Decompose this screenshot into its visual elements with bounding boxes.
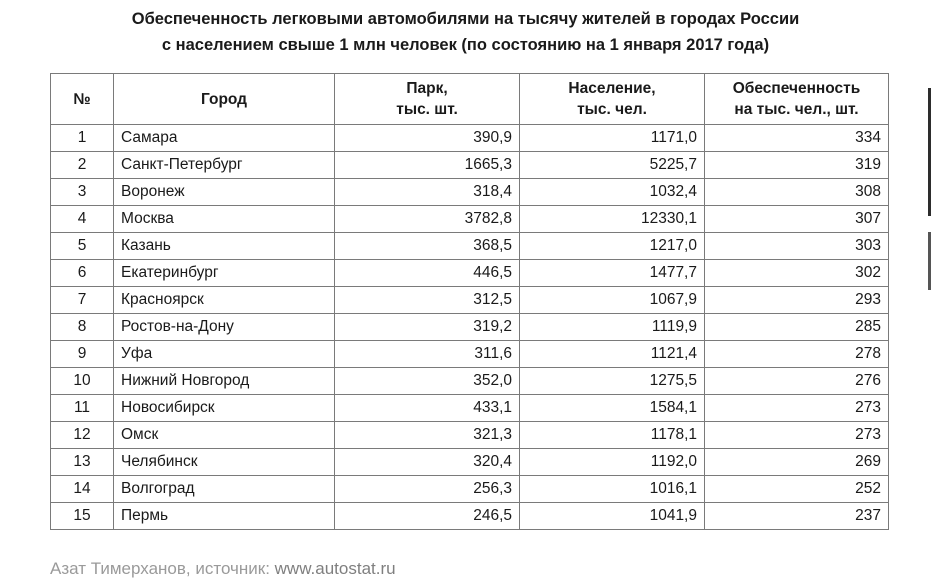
row-population: 1032,4 xyxy=(520,179,705,206)
row-population: 1171,0 xyxy=(520,125,705,152)
row-num: 1 xyxy=(51,125,114,152)
row-rate: 334 xyxy=(705,125,889,152)
header-population: Население, тыс. чел. xyxy=(520,74,705,125)
row-city: Нижний Новгород xyxy=(114,368,335,395)
row-rate: 302 xyxy=(705,260,889,287)
row-city: Ростов-на-Дону xyxy=(114,314,335,341)
row-population: 1178,1 xyxy=(520,422,705,449)
cars-per-thousand-table xyxy=(50,73,889,530)
row-park: 390,9 xyxy=(335,125,520,152)
row-rate: 237 xyxy=(705,503,889,530)
row-rate: 252 xyxy=(705,476,889,503)
row-park: 352,0 xyxy=(335,368,520,395)
table-row xyxy=(51,476,889,503)
row-city: Новосибирск xyxy=(114,395,335,422)
row-city: Волгоград xyxy=(114,476,335,503)
header-rate: Обеспеченность на тыс. чел., шт. xyxy=(705,74,889,125)
page-title xyxy=(0,6,931,58)
row-num: 5 xyxy=(51,233,114,260)
row-rate: 319 xyxy=(705,152,889,179)
table-row xyxy=(51,422,889,449)
header-park: Парк, тыс. шт. xyxy=(335,74,520,125)
table-row xyxy=(51,179,889,206)
row-population: 5225,7 xyxy=(520,152,705,179)
row-city: Пермь xyxy=(114,503,335,530)
row-num: 9 xyxy=(51,341,114,368)
table-row xyxy=(51,395,889,422)
row-rate: 293 xyxy=(705,287,889,314)
row-num: 15 xyxy=(51,503,114,530)
row-park: 256,3 xyxy=(335,476,520,503)
row-city: Самара xyxy=(114,125,335,152)
row-num: 10 xyxy=(51,368,114,395)
row-city: Санкт-Петербург xyxy=(114,152,335,179)
row-num: 7 xyxy=(51,287,114,314)
row-park: 318,4 xyxy=(335,179,520,206)
row-rate: 307 xyxy=(705,206,889,233)
row-city: Уфа xyxy=(114,341,335,368)
row-city: Красноярск xyxy=(114,287,335,314)
row-city: Челябинск xyxy=(114,449,335,476)
row-rate: 269 xyxy=(705,449,889,476)
row-num: 13 xyxy=(51,449,114,476)
row-park: 446,5 xyxy=(335,260,520,287)
row-park: 368,5 xyxy=(335,233,520,260)
row-park: 312,5 xyxy=(335,287,520,314)
row-num: 6 xyxy=(51,260,114,287)
row-population: 1275,5 xyxy=(520,368,705,395)
row-num: 4 xyxy=(51,206,114,233)
row-park: 311,6 xyxy=(335,341,520,368)
title-line-2: с населением свыше 1 млн человек (по состоянию на 1 января 2017 года) xyxy=(161,36,770,54)
row-rate: 303 xyxy=(705,233,889,260)
row-park: 320,4 xyxy=(335,449,520,476)
table-header-row xyxy=(51,74,889,125)
row-city: Омск xyxy=(114,422,335,449)
row-population: 1016,1 xyxy=(520,476,705,503)
row-rate: 308 xyxy=(705,179,889,206)
row-population: 1477,7 xyxy=(520,260,705,287)
table-row xyxy=(51,125,889,152)
row-population: 12330,1 xyxy=(520,206,705,233)
row-num: 12 xyxy=(51,422,114,449)
source-credit xyxy=(50,559,396,579)
row-num: 8 xyxy=(51,314,114,341)
row-rate: 276 xyxy=(705,368,889,395)
row-park: 246,5 xyxy=(335,503,520,530)
row-population: 1217,0 xyxy=(520,233,705,260)
table-row xyxy=(51,341,889,368)
table-row xyxy=(51,206,889,233)
row-rate: 285 xyxy=(705,314,889,341)
title-line-1: Обеспеченность легковыми автомобилями на тысячу жителей в городах России xyxy=(131,10,800,28)
row-city: Воронеж xyxy=(114,179,335,206)
row-population: 1119,9 xyxy=(520,314,705,341)
table-row xyxy=(51,368,889,395)
row-num: 2 xyxy=(51,152,114,179)
table-row xyxy=(51,152,889,179)
row-city: Москва xyxy=(114,206,335,233)
row-num: 11 xyxy=(51,395,114,422)
header-num: № xyxy=(51,74,114,125)
header-city: Город xyxy=(114,74,335,125)
row-population: 1041,9 xyxy=(520,503,705,530)
row-population: 1192,0 xyxy=(520,449,705,476)
row-num: 3 xyxy=(51,179,114,206)
row-park: 3782,8 xyxy=(335,206,520,233)
row-city: Казань xyxy=(114,233,335,260)
table-row xyxy=(51,233,889,260)
row-city: Екатеринбург xyxy=(114,260,335,287)
row-rate: 278 xyxy=(705,341,889,368)
row-population: 1067,9 xyxy=(520,287,705,314)
credit-text: Азат Тимерханов, источник: xyxy=(50,559,275,578)
table-row xyxy=(51,287,889,314)
row-park: 321,3 xyxy=(335,422,520,449)
row-rate: 273 xyxy=(705,395,889,422)
row-num: 14 xyxy=(51,476,114,503)
table-row xyxy=(51,314,889,341)
table-row xyxy=(51,449,889,476)
table-row xyxy=(51,503,889,530)
table-row xyxy=(51,260,889,287)
row-population: 1121,4 xyxy=(520,341,705,368)
row-park: 433,1 xyxy=(335,395,520,422)
row-rate: 273 xyxy=(705,422,889,449)
row-park: 319,2 xyxy=(335,314,520,341)
row-park: 1665,3 xyxy=(335,152,520,179)
source-link[interactable]: www.autostat.ru xyxy=(274,559,396,578)
row-population: 1584,1 xyxy=(520,395,705,422)
